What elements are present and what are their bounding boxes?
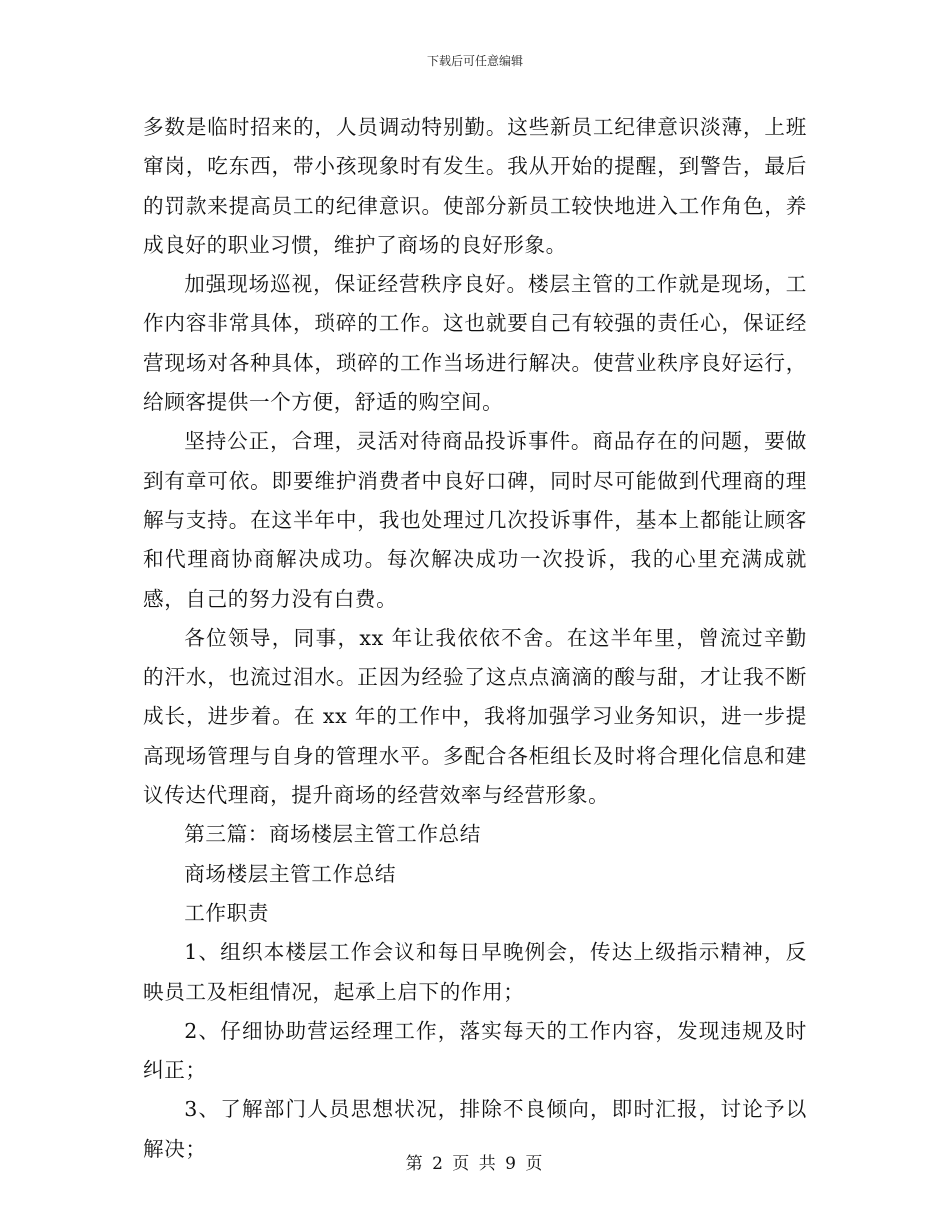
list-item: 2、仔细协助营运经理工作，落实每天的工作内容，发现违规及时纠正；	[143, 1018, 807, 1083]
document-body	[143, 108, 807, 1169]
page-header: 下载后可任意编辑	[426, 54, 523, 68]
subsection-heading: 工作职责	[184, 900, 269, 925]
section-title: 第三篇：商场楼层主管工作总结	[184, 822, 481, 847]
list-item: 3、了解部门人员思想状况，排除不良倾向，即时汇报，讨论予以解决；	[143, 1097, 807, 1161]
paragraph-continued: 多数是临时招来的，人员调动特别勤。这些新员工纪律意识淡薄，上班窜岗，吃东西，带小孩现象时有发生。我从开始的提醒，到警告，最后的罚款来提高员工的纪律意识。使部分新员工较快地进入工作角色，养成良好的职业习惯，维护了商场的良好形象。	[143, 115, 807, 257]
paragraph-site-patrol: 加强现场巡视，保证经营秩序良好。楼层主管的工作就是现场，工作内容非常具体，琐碎的工作。这也就要自己有较强的责任心，保证经营现场对各种具体，琐碎的工作当场进行解决。使营业秩序良好运行，给顾客提供一个方便，舒适的购空间。	[143, 272, 807, 415]
list-item: 1、组织本楼层工作会议和每日早晚例会，传达上级指示精神，反映员工及柜组情况，起承上启下的作用；	[143, 940, 807, 1004]
paragraph-closing: 各位领导，同事，xx 年让我依依不舍。在这半年里，曾流过辛勤的汗水，也流过泪水。正因为经验了这点点滴滴的酸与甜，才让我不断成长，进步着。在 xx 年的工作中，我将加强学习业务知识，进一步提高现场管理与自身的管理水平。多配合各柜组长及时将合理化信息和建议传达代理商，提升商场的经营效率与经营形象。	[143, 625, 807, 808]
document-title: 商场楼层主管工作总结	[184, 861, 397, 886]
page-number: 第 2 页 共 9 页	[405, 1154, 545, 1174]
paragraph-complaint-handling: 坚持公正，合理，灵活对待商品投诉事件。商品存在的问题，要做到有章可依。即要维护消费者中良好口碑，同时尽可能做到代理商的理解与支持。在这半年中，我也处理过几次投诉事件，基本上都能让顾客和代理商协商解决成功。每次解决成功一次投诉，我的心里充满成就感，自己的努力没有白费。	[143, 429, 807, 611]
